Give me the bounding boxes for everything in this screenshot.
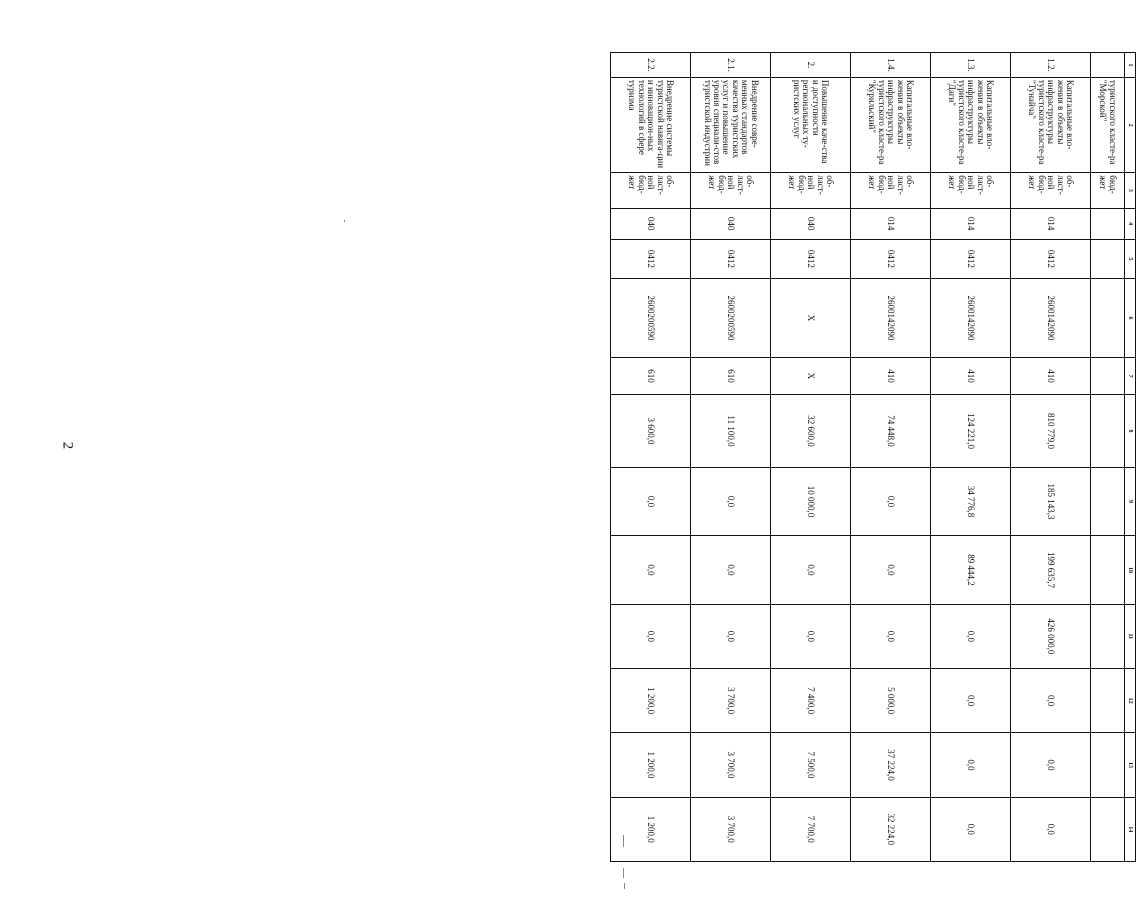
ministry-code-cell: 014 [931,208,1011,239]
table-row [1091,53,1125,862]
year-value-cell: 0,0 [851,604,931,668]
target-code-cell: Х [771,279,851,358]
section-code-cell: 0412 [611,239,691,278]
year-value-cell: 0,0 [611,604,691,668]
year-value-cell: 34 776,8 [931,467,1011,535]
year-value-cell: 3 700,0 [691,733,771,797]
total-value-cell: 11 100,0 [691,395,771,468]
year-value-cell: 32 224,0 [851,797,931,861]
year-value-cell: 1 200,0 [611,733,691,797]
ministry-code-cell: 014 [851,208,931,239]
row-number-cell: 2. [771,53,851,78]
total-value-cell [1091,395,1125,468]
year-value-cell: 1 200,0 [611,797,691,861]
year-value-cell: 89 444,2 [931,536,1011,604]
target-code-cell [1091,279,1125,358]
year-value-cell: 426 000,0 [1011,604,1091,668]
year-value-cell: 3 700,0 [691,669,771,733]
ministry-code-cell: 040 [771,208,851,239]
total-value-cell: 32 600,0 [771,395,851,468]
year-value-cell: 0,0 [851,536,931,604]
row-name-cell: Капитальные вло-жения в объекты инфраструктуры туристского класте-ра "Курильский" [851,77,931,172]
section-code-cell [1091,239,1125,278]
year-value-cell: 3 700,0 [691,797,771,861]
funding-source-cell: об-ласт-ной бюд-жет [851,173,931,208]
section-code-cell: 0412 [691,239,771,278]
year-value-cell: 0,0 [1011,733,1091,797]
year-value-cell: 0,0 [691,604,771,668]
section-code-cell: 0412 [931,239,1011,278]
row-number-cell: 2.1. [691,53,771,78]
row-number-cell: 2.2. [611,53,691,78]
year-value-cell: 0,0 [931,604,1011,668]
scan-artifact [623,835,624,847]
year-value-cell: 0,0 [1011,669,1091,733]
expense-type-cell: Х [771,357,851,394]
rotated-table-frame [616,52,1136,862]
row-name-cell: Внедрение системы туристской навига-ции и инновацион-ных технологий в сфере туризма [611,77,691,172]
ministry-code-cell [1091,208,1125,239]
target-code-cell: 2600142090 [1011,279,1091,358]
expense-type-cell: 610 [691,357,771,394]
year-value-cell: 0,0 [611,536,691,604]
header-row [1125,53,1136,862]
table-row [691,53,771,862]
expense-type-cell: 410 [931,357,1011,394]
year-value-cell: 0,0 [931,669,1011,733]
row-name-cell: Повышение каче-ства и доступности региональных ту-ристских услуг [771,77,851,172]
scan-artifact [344,220,345,222]
column-number-header: 5 [1125,239,1136,278]
column-number-header: 8 [1125,395,1136,468]
year-value-cell: 5 000,0 [851,669,931,733]
row-number-cell [1091,53,1125,78]
row-name-cell: Капитальные вло-жения в объекты инфраструктуры туристского класте-ра "Тунайча" [1011,77,1091,172]
year-value-cell: 0,0 [851,467,931,535]
year-value-cell: 37 224,0 [851,733,931,797]
row-name-cell: Капитальные вло-жения в объекты инфраструктуры туристского класте-ра "Даги" [931,77,1011,172]
table-row [851,53,931,862]
target-code-cell: 2600142090 [851,279,931,358]
column-number-header: 4 [1125,208,1136,239]
column-number-header: 9 [1125,467,1136,535]
year-value-cell: 0,0 [931,797,1011,861]
row-number-cell: 1.4. [851,53,931,78]
year-value-cell: 7 400,0 [771,669,851,733]
ministry-code-cell: 014 [1011,208,1091,239]
row-number-cell: 1.2. [1011,53,1091,78]
target-code-cell: 2600200590 [611,279,691,358]
total-value-cell: 810 779,0 [1011,395,1091,468]
year-value-cell: 0,0 [691,536,771,604]
column-number-header: 10 [1125,536,1136,604]
year-value-cell [1091,733,1125,797]
year-value-cell: 7 500,0 [771,733,851,797]
column-number-header: 12 [1125,669,1136,733]
column-number-header: 7 [1125,357,1136,394]
year-value-cell: 0,0 [611,467,691,535]
year-value-cell: 1 200,0 [611,669,691,733]
column-number-header: 2 [1125,77,1136,172]
year-value-cell [1091,604,1125,668]
year-value-cell [1091,669,1125,733]
expense-type-cell: 410 [851,357,931,394]
row-number-cell: 1.3. [931,53,1011,78]
column-number-header: 11 [1125,604,1136,668]
funding-source-cell: об-ласт-ной бюд-жет [931,173,1011,208]
year-value-cell: 185 143,3 [1011,467,1091,535]
year-value-cell [1091,467,1125,535]
year-value-cell: 10 000,0 [771,467,851,535]
section-code-cell: 0412 [771,239,851,278]
target-code-cell: 2600200590 [691,279,771,358]
funding-source-cell: об-ласт-ной бюд-жет [691,173,771,208]
section-code-cell: 0412 [1011,239,1091,278]
year-value-cell [1091,797,1125,861]
year-value-cell: 7 700,0 [771,797,851,861]
year-value-cell: 0,0 [691,467,771,535]
column-number-header: 6 [1125,279,1136,358]
funding-source-cell: об-ласт-ной бюд-жет [611,173,691,208]
year-value-cell: 0,0 [771,536,851,604]
year-value-cell: 199 635,7 [1011,536,1091,604]
year-value-cell: 0,0 [931,733,1011,797]
expense-type-cell [1091,357,1125,394]
table-row [611,53,691,862]
year-value-cell: 0,0 [1011,797,1091,861]
row-name-cell: туристского класте-ра "Морской" [1091,77,1125,172]
target-code-cell: 2600142090 [931,279,1011,358]
page-number: 2 [59,441,76,450]
expense-type-cell: 410 [1011,357,1091,394]
expense-type-cell: 610 [611,357,691,394]
funding-source-cell: об-ласт-ной бюд-жет [771,173,851,208]
funding-source-cell: об-ласт-ной бюд-жет [1011,173,1091,208]
column-number-header: 1 [1125,53,1136,78]
ministry-code-cell: 040 [611,208,691,239]
ministry-code-cell: 040 [691,208,771,239]
budget-table [610,52,1136,862]
funding-source-cell: бюд-жет [1091,173,1125,208]
section-code-cell: 0412 [851,239,931,278]
table-row [1011,53,1091,862]
scan-artifact [624,883,625,889]
total-value-cell: 74 448,0 [851,395,931,468]
column-number-header: 13 [1125,733,1136,797]
table-row [771,53,851,862]
table-row [931,53,1011,862]
scan-artifact [623,868,624,878]
year-value-cell: 0,0 [771,604,851,668]
total-value-cell: 3 600,0 [611,395,691,468]
total-value-cell: 124 221,0 [931,395,1011,468]
column-number-header: 14 [1125,797,1136,861]
column-number-header: 3 [1125,173,1136,208]
row-name-cell: Внедрение совре-менных стандартов качества туристских услуг и повышение уровня специали-стов туристской индустрии [691,77,771,172]
year-value-cell [1091,536,1125,604]
